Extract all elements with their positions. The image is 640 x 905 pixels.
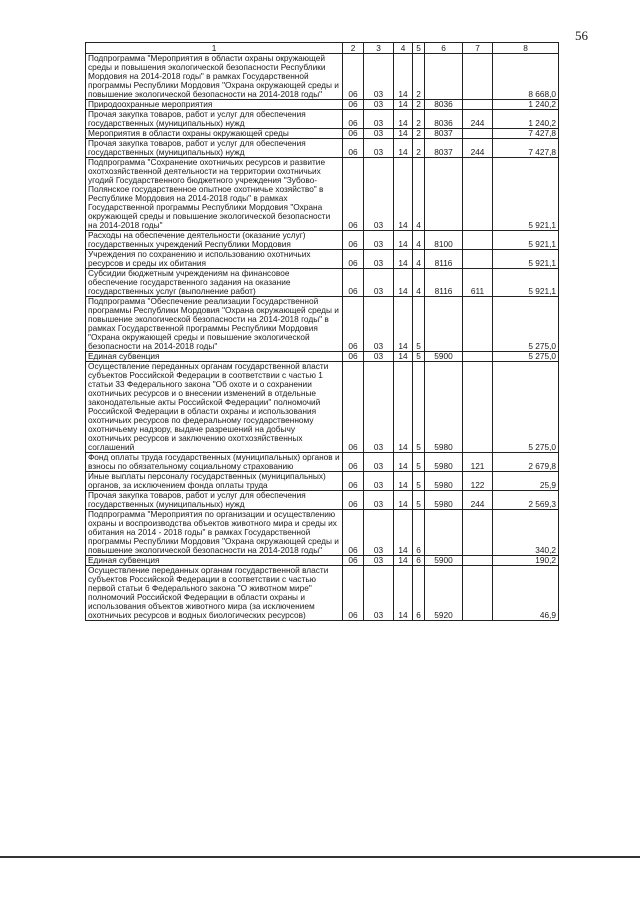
code-cell: 06 xyxy=(343,129,364,139)
table-row xyxy=(86,453,559,472)
amount-cell: 25,9 xyxy=(493,472,559,491)
code-cell: 03 xyxy=(364,139,394,158)
code-cell: 06 xyxy=(343,352,364,362)
column-number: 5 xyxy=(413,43,425,54)
code-cell: 14 xyxy=(394,269,413,297)
code-cell: 5 xyxy=(413,362,425,453)
code-cell xyxy=(463,362,493,453)
row-name-cell: Субсидии бюджетным учреждениям на финансовое обеспечение государственного задания на оказание государственных услуг (выполнение работ) xyxy=(86,269,343,297)
code-cell: 06 xyxy=(343,54,364,100)
code-cell xyxy=(425,54,463,100)
amount-cell: 340,2 xyxy=(493,510,559,556)
row-name-cell: Природоохранные мероприятия xyxy=(86,100,343,110)
code-cell: 2 xyxy=(413,139,425,158)
code-cell: 14 xyxy=(394,158,413,231)
code-cell: 14 xyxy=(394,139,413,158)
code-cell: 14 xyxy=(394,472,413,491)
code-cell: 03 xyxy=(364,158,394,231)
amount-cell: 5 275,0 xyxy=(493,352,559,362)
code-cell: 5980 xyxy=(425,453,463,472)
amount-cell: 7 427,8 xyxy=(493,139,559,158)
code-cell: 06 xyxy=(343,269,364,297)
table-row xyxy=(86,297,559,352)
code-cell: 611 xyxy=(463,269,493,297)
amount-cell: 5 921,1 xyxy=(493,158,559,231)
code-cell xyxy=(463,100,493,110)
code-cell: 244 xyxy=(463,491,493,510)
code-cell: 5 xyxy=(413,491,425,510)
amount-cell: 7 427,8 xyxy=(493,129,559,139)
code-cell xyxy=(463,250,493,269)
amount-cell: 2 679,8 xyxy=(493,453,559,472)
row-name-cell: Прочая закупка товаров, работ и услуг для обеспечения государственных (муниципальных) нужд xyxy=(86,110,343,129)
code-cell: 5 xyxy=(413,352,425,362)
code-cell: 03 xyxy=(364,100,394,110)
code-cell: 6 xyxy=(413,566,425,621)
code-cell: 06 xyxy=(343,110,364,129)
code-cell: 06 xyxy=(343,472,364,491)
amount-cell: 8 668,0 xyxy=(493,54,559,100)
code-cell: 14 xyxy=(394,352,413,362)
code-cell: 14 xyxy=(394,297,413,352)
code-cell: 6 xyxy=(413,510,425,556)
code-cell: 5980 xyxy=(425,362,463,453)
row-name-cell: Осуществление переданных органам государственной власти субъектов Российской Федерации в соответствии с частью первой статьи 6 Федерального закона "О животном мире" полномочий Российской Федерации в области охраны и использования объектов животного мира (за исключением охотничьих ресурсов и водных биологических ресурсов) xyxy=(86,566,343,621)
row-name-cell: Иные выплаты персоналу государственных (муниципальных) органов, за исключением фонда оплаты труда xyxy=(86,472,343,491)
row-name-cell: Подпрограмма "Обеспечение реализации Государственной программы Республики Мордовия "Охрана окружающей среды и повышение экологической безопасности на 2014-2018 годы" в рамках Государственной программы Республики Мордовия "Охрана окружающей среды и повышение экологической безопасности на 2014-2018 годы" xyxy=(86,297,343,352)
row-name-cell: Единая субвенция xyxy=(86,556,343,566)
code-cell: 06 xyxy=(343,453,364,472)
table-row xyxy=(86,158,559,231)
code-cell: 14 xyxy=(394,100,413,110)
code-cell: 5 xyxy=(413,453,425,472)
code-cell: 5900 xyxy=(425,352,463,362)
code-cell: 03 xyxy=(364,362,394,453)
code-cell: 8116 xyxy=(425,269,463,297)
column-number: 2 xyxy=(343,43,364,54)
code-cell: 06 xyxy=(343,250,364,269)
code-cell: 06 xyxy=(343,566,364,621)
table-row xyxy=(86,269,559,297)
code-cell xyxy=(463,297,493,352)
code-cell: 14 xyxy=(394,510,413,556)
code-cell: 03 xyxy=(364,352,394,362)
table-row xyxy=(86,139,559,158)
amount-cell: 46,9 xyxy=(493,566,559,621)
code-cell xyxy=(463,556,493,566)
table-row xyxy=(86,566,559,621)
code-cell: 06 xyxy=(343,362,364,453)
code-cell: 8116 xyxy=(425,250,463,269)
code-cell: 244 xyxy=(463,139,493,158)
table-row xyxy=(86,100,559,110)
code-cell: 03 xyxy=(364,297,394,352)
table-row xyxy=(86,110,559,129)
table-row xyxy=(86,510,559,556)
page-bottom-rule xyxy=(0,856,640,858)
table-row xyxy=(86,250,559,269)
code-cell: 03 xyxy=(364,250,394,269)
row-name-cell: Расходы на обеспечение деятельности (оказание услуг) государственных учреждений Республики Мордовия xyxy=(86,231,343,250)
code-cell: 14 xyxy=(394,129,413,139)
code-cell: 06 xyxy=(343,510,364,556)
code-cell xyxy=(463,510,493,556)
code-cell: 06 xyxy=(343,139,364,158)
column-number: 3 xyxy=(364,43,394,54)
code-cell xyxy=(463,129,493,139)
code-cell: 8036 xyxy=(425,110,463,129)
code-cell: 03 xyxy=(364,54,394,100)
code-cell: 06 xyxy=(343,556,364,566)
code-cell xyxy=(463,566,493,621)
table-row xyxy=(86,556,559,566)
code-cell: 14 xyxy=(394,453,413,472)
code-cell: 03 xyxy=(364,453,394,472)
code-cell: 06 xyxy=(343,158,364,231)
amount-cell: 5 921,1 xyxy=(493,269,559,297)
code-cell: 4 xyxy=(413,158,425,231)
code-cell: 8036 xyxy=(425,100,463,110)
code-cell: 5900 xyxy=(425,556,463,566)
code-cell xyxy=(463,352,493,362)
code-cell xyxy=(425,510,463,556)
code-cell: 8100 xyxy=(425,231,463,250)
code-cell xyxy=(463,231,493,250)
code-cell: 6 xyxy=(413,556,425,566)
column-number: 8 xyxy=(493,43,559,54)
row-name-cell: Подпрограмма "Мероприятия в области охраны окружающей среды и повышения экологической безопасности Республики Мордовия на 2014-2018 годы" в рамках Государственной программы Республики Мордовия "Охрана окружающей среды и повышение экологической безопасности на 2014-2018 годы" xyxy=(86,54,343,100)
code-cell: 2 xyxy=(413,129,425,139)
row-name-cell: Фонд оплаты труда государственных (муниципальных) органов и взносы по обязательному социальному страхованию xyxy=(86,453,343,472)
code-cell: 4 xyxy=(413,269,425,297)
code-cell: 121 xyxy=(463,453,493,472)
code-cell xyxy=(425,158,463,231)
table-row xyxy=(86,129,559,139)
row-name-cell: Подпрограмма "Мероприятия по организации и осуществлению охраны и воспроизводства объектов животного мира и среды их обитания на 2014 - 2018 годы" в рамках Государственной программы Республики Мордовия "Охрана окружающей среды и повышение экологической безопасности на 2014-2018 годы" xyxy=(86,510,343,556)
code-cell: 03 xyxy=(364,269,394,297)
table-row xyxy=(86,231,559,250)
amount-cell: 5 921,1 xyxy=(493,250,559,269)
code-cell: 06 xyxy=(343,231,364,250)
code-cell: 03 xyxy=(364,110,394,129)
code-cell: 03 xyxy=(364,472,394,491)
column-number: 7 xyxy=(463,43,493,54)
table-row xyxy=(86,54,559,100)
code-cell: 2 xyxy=(413,54,425,100)
amount-cell: 190,2 xyxy=(493,556,559,566)
row-name-cell: Учреждения по сохранению и использованию охотничьих ресурсов и среды их обитания xyxy=(86,250,343,269)
column-number: 6 xyxy=(425,43,463,54)
code-cell: 14 xyxy=(394,110,413,129)
code-cell: 03 xyxy=(364,510,394,556)
code-cell xyxy=(463,158,493,231)
code-cell: 2 xyxy=(413,100,425,110)
code-cell: 5 xyxy=(413,297,425,352)
code-cell: 5980 xyxy=(425,491,463,510)
amount-cell: 2 569,3 xyxy=(493,491,559,510)
page-number: 56 xyxy=(575,28,588,43)
column-number: 1 xyxy=(86,43,343,54)
row-name-cell: Прочая закупка товаров, работ и услуг для обеспечения государственных (муниципальных) нужд xyxy=(86,139,343,158)
amount-cell: 5 921,1 xyxy=(493,231,559,250)
code-cell: 06 xyxy=(343,491,364,510)
code-cell: 122 xyxy=(463,472,493,491)
code-cell: 8037 xyxy=(425,139,463,158)
code-cell: 8037 xyxy=(425,129,463,139)
row-name-cell: Подпрограмма "Сохранение охотничьих ресурсов и развитие охотхозяйственной деятельности на территории охотничьих угодий Государственного бюджетного учреждения "Зубово-Полянское государственное опытное охотничье хозяйство" в Республике Мордовия на 2014-2018 годы" в рамках Государственной программы Республики Мордовия "Охрана окружающей среды и повышение экологической безопасности на 2014-2018 годы" xyxy=(86,158,343,231)
code-cell xyxy=(463,54,493,100)
row-name-cell: Мероприятия в области охраны окружающей среды xyxy=(86,129,343,139)
column-number-row xyxy=(86,43,559,54)
code-cell: 14 xyxy=(394,491,413,510)
code-cell: 5920 xyxy=(425,566,463,621)
row-name-cell: Осуществление переданных органам государственной власти субъектов Российской Федерации в соответствии с частью 1 статьи 33 Федерального закона "Об охоте и о сохранении охотничьих ресурсов и о внесении изменений в отдельные законодательные акты Российской Федерации" полномочий Российской Федерации в области охраны и использования охотничьих ресурсов по федеральному государственному охотничьему надзору, выдаче разрешений на добычу охотничьих ресурсов и заключению охотхозяйственных соглашений xyxy=(86,362,343,453)
column-number: 4 xyxy=(394,43,413,54)
amount-cell: 1 240,2 xyxy=(493,100,559,110)
code-cell: 14 xyxy=(394,231,413,250)
row-name-cell: Прочая закупка товаров, работ и услуг для обеспечения государственных (муниципальных) нужд xyxy=(86,491,343,510)
code-cell: 14 xyxy=(394,54,413,100)
code-cell: 06 xyxy=(343,100,364,110)
code-cell: 03 xyxy=(364,556,394,566)
code-cell: 03 xyxy=(364,491,394,510)
amount-cell: 1 240,2 xyxy=(493,110,559,129)
amount-cell: 5 275,0 xyxy=(493,362,559,453)
table-row xyxy=(86,472,559,491)
code-cell: 2 xyxy=(413,110,425,129)
row-name-cell: Единая субвенция xyxy=(86,352,343,362)
table-row xyxy=(86,362,559,453)
code-cell: 244 xyxy=(463,110,493,129)
code-cell: 03 xyxy=(364,231,394,250)
code-cell: 14 xyxy=(394,250,413,269)
code-cell: 4 xyxy=(413,250,425,269)
table-row xyxy=(86,491,559,510)
code-cell: 14 xyxy=(394,362,413,453)
code-cell: 5 xyxy=(413,472,425,491)
code-cell: 14 xyxy=(394,566,413,621)
code-cell: 14 xyxy=(394,556,413,566)
code-cell: 06 xyxy=(343,297,364,352)
code-cell: 5980 xyxy=(425,472,463,491)
code-cell: 03 xyxy=(364,566,394,621)
code-cell: 4 xyxy=(413,231,425,250)
table-row xyxy=(86,352,559,362)
amount-cell: 5 275,0 xyxy=(493,297,559,352)
code-cell xyxy=(425,297,463,352)
budget-table xyxy=(85,42,559,621)
code-cell: 03 xyxy=(364,129,394,139)
